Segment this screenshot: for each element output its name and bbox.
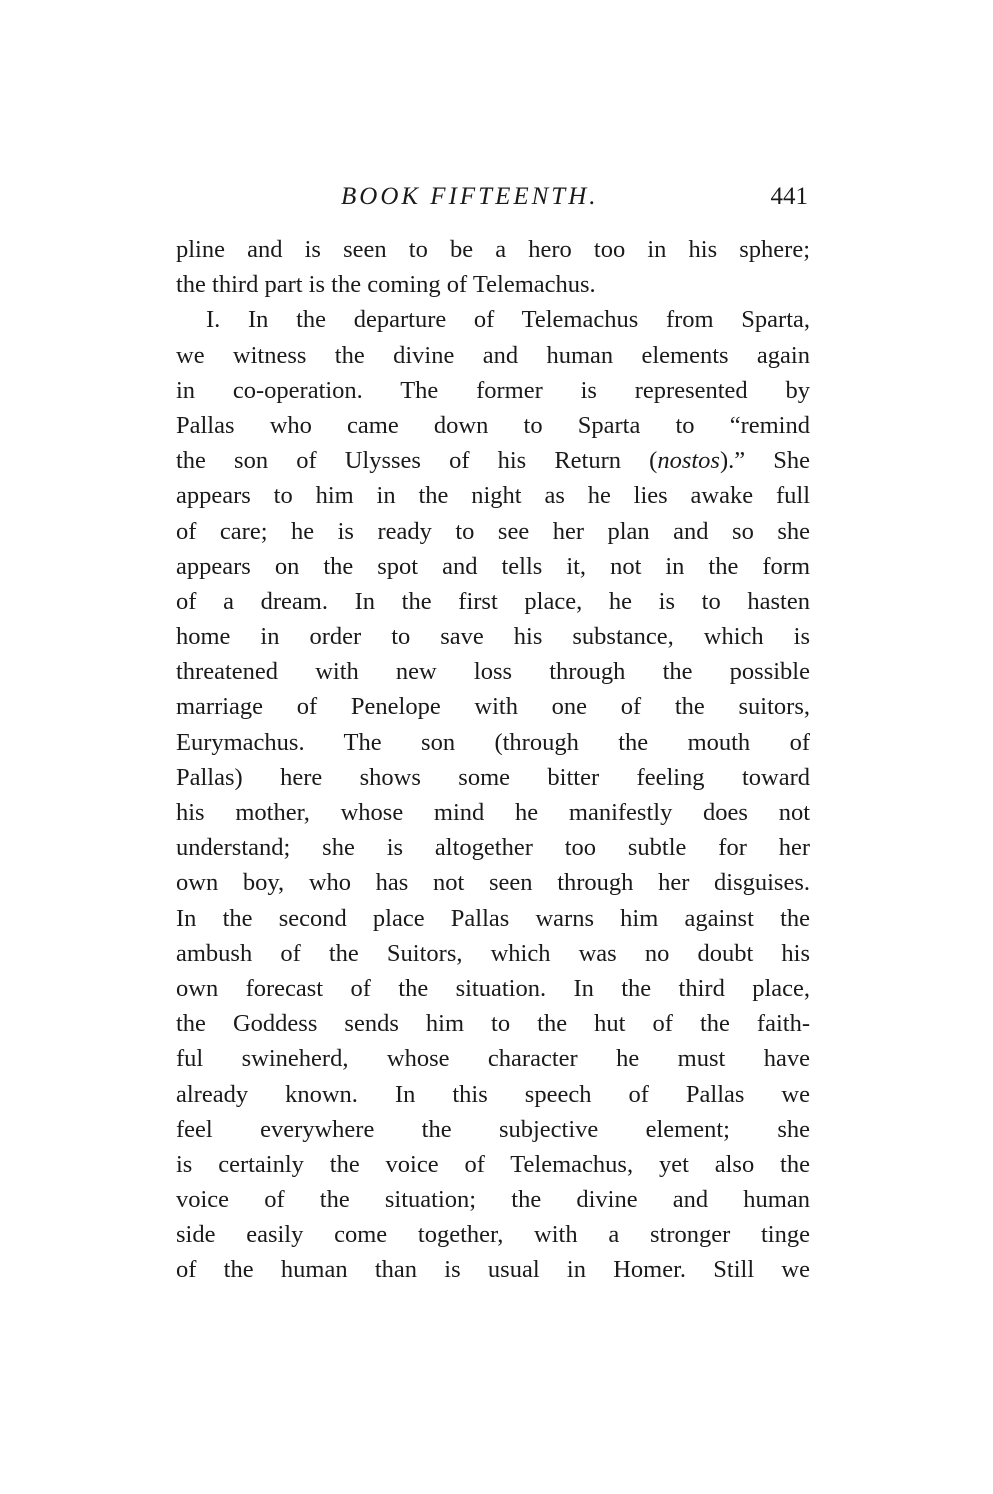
text-line: voice of the situation; the divine and human bbox=[176, 1186, 810, 1214]
text-line: own forecast of the situation. In the third place, bbox=[176, 974, 810, 1002]
body-text bbox=[176, 232, 810, 1288]
text-line: in co-operation. The former is represented by bbox=[176, 376, 810, 404]
text-line: is certainly the voice of Telemachus, yet also the bbox=[176, 1150, 810, 1178]
text-line bbox=[176, 443, 810, 478]
text-line: appears on the spot and tells it, not in the form bbox=[176, 552, 810, 580]
text-line: home in order to save his substance, which is bbox=[176, 623, 810, 651]
text-line: I. In the departure of Telemachus from Sparta, bbox=[206, 306, 810, 334]
text-line: the third part is the coming of Telemachus. bbox=[176, 271, 596, 299]
text-line: understand; she is altogether too subtle for her bbox=[176, 834, 810, 862]
italic-word: nostos bbox=[657, 447, 720, 475]
text-line: we witness the divine and human elements again bbox=[176, 341, 810, 369]
text-line: feel everywhere the subjective element; she bbox=[176, 1115, 810, 1143]
text-line: threatened with new loss through the possible bbox=[176, 658, 810, 686]
text-line: Pallas) here shows some bitter feeling toward bbox=[176, 763, 810, 791]
page-number: 441 bbox=[770, 183, 808, 210]
text-line: of care; he is ready to see her plan and so she bbox=[176, 517, 810, 545]
text-line: Eurymachus. The son (through the mouth of bbox=[176, 728, 810, 756]
text-line: ful swineherd, whose character he must have bbox=[176, 1045, 810, 1073]
text-line: Pallas who came down to Sparta to “remind bbox=[176, 411, 810, 439]
text-line: marriage of Penelope with one of the suitors, bbox=[176, 693, 810, 721]
text-line: already known. In this speech of Pallas we bbox=[176, 1080, 810, 1108]
running-head: BOOK FIFTEENTH. bbox=[341, 183, 599, 210]
page-header bbox=[176, 182, 810, 222]
text-segment: ).” She bbox=[719, 447, 810, 475]
text-line: side easily come together, with a stronger tinge bbox=[176, 1221, 810, 1249]
text-line: the Goddess sends him to the hut of the faith- bbox=[176, 1010, 810, 1038]
text-line: own boy, who has not seen through her disguises. bbox=[176, 869, 810, 897]
text-line: ambush of the Suitors, which was no doubt his bbox=[176, 939, 810, 967]
text-line: of the human than is usual in Homer. Still we bbox=[176, 1256, 810, 1284]
text-line: his mother, whose mind he manifestly does not bbox=[176, 799, 810, 826]
text-line: of a dream. In the first place, he is to hasten bbox=[176, 587, 810, 615]
book-page bbox=[176, 182, 810, 1288]
text-line: pline and is seen to be a hero too in his sphere; bbox=[176, 236, 810, 263]
text-line: In the second place Pallas warns him against the bbox=[176, 904, 810, 932]
text-segment: the son of Ulysses of his Return ( bbox=[176, 447, 658, 475]
text-line: appears to him in the night as he lies awake full bbox=[176, 482, 810, 510]
